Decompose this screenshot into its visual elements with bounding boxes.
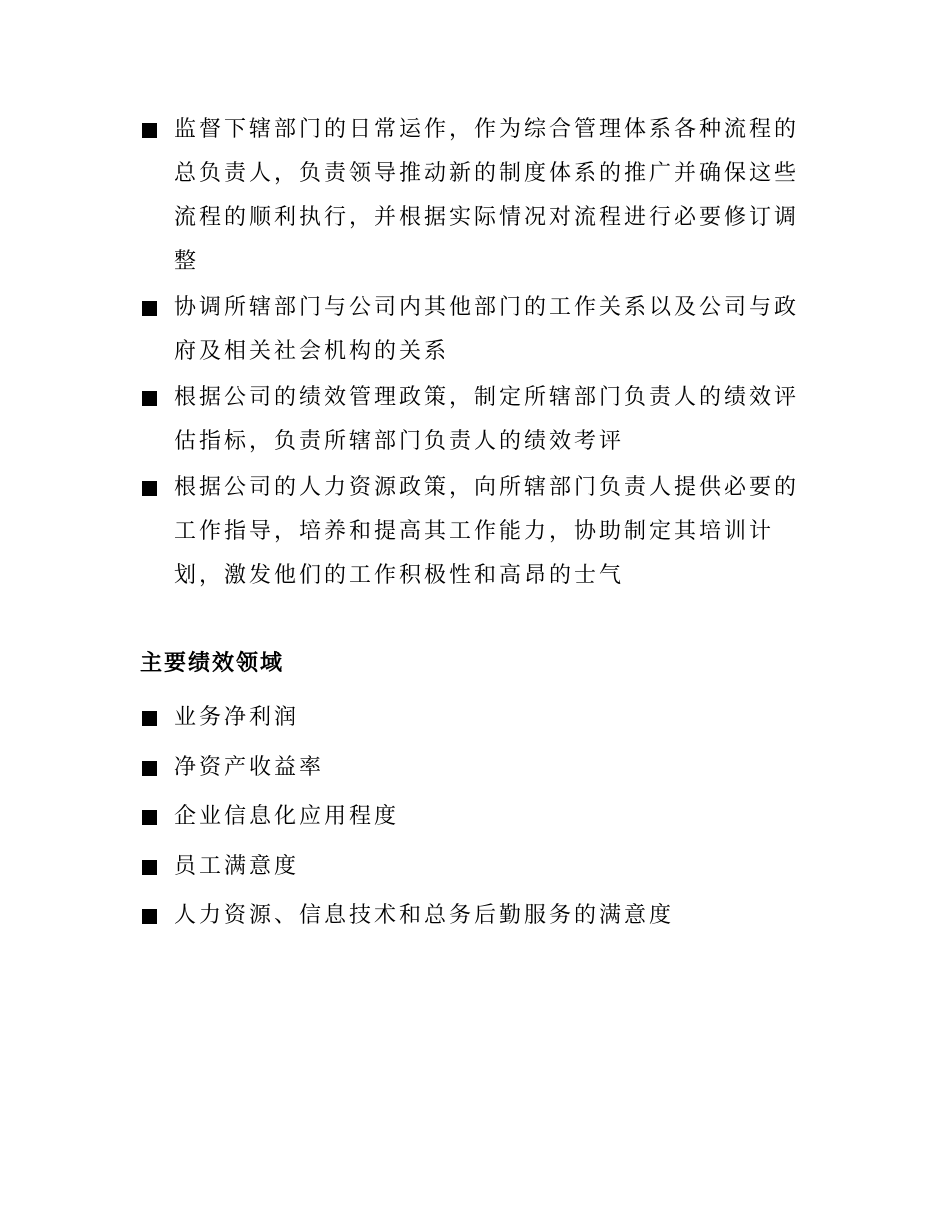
square-bullet-icon — [142, 301, 157, 316]
kpi-item — [140, 744, 820, 792]
kpi-text: 企业信息化应用程度 — [174, 804, 400, 829]
square-bullet-icon — [142, 909, 157, 924]
responsibility-item — [140, 376, 820, 464]
kpi-text: 净资产收益率 — [174, 754, 325, 780]
kpi-item — [140, 892, 820, 940]
responsibilities-list — [140, 108, 820, 600]
kpi-section-heading: 主要绩效领域 — [140, 650, 285, 676]
square-bullet-icon — [142, 860, 157, 875]
responsibility-text: 根据公司的人力资源政策，向所辖部门负责人提供必要的工作指导，培养和提高其工作能力，协助制定其培训计划，激发他们的工作积极性和高昂的士气 — [174, 475, 800, 588]
kpi-item — [140, 843, 820, 891]
responsibility-item — [140, 466, 820, 598]
square-bullet-icon — [142, 810, 157, 825]
responsibility-item — [140, 286, 820, 374]
square-bullet-icon — [142, 711, 157, 726]
kpi-item — [140, 694, 820, 742]
responsibility-item — [140, 108, 820, 284]
square-bullet-icon — [142, 391, 157, 406]
responsibility-text: 协调所辖部门与公司内其他部门的工作关系以及公司与政府及相关社会机构的关系 — [174, 295, 800, 364]
responsibility-text: 根据公司的绩效管理政策，制定所辖部门负责人的绩效评估指标，负责所辖部门负责人的绩效考评 — [174, 385, 800, 454]
kpi-text: 业务净利润 — [174, 705, 300, 730]
square-bullet-icon — [142, 761, 157, 776]
kpi-list — [140, 694, 820, 942]
square-bullet-icon — [142, 123, 157, 138]
square-bullet-icon — [142, 481, 157, 496]
kpi-text: 员工满意度 — [174, 853, 300, 879]
kpi-text: 人力资源、信息技术和总务后勤服务的满意度 — [174, 903, 675, 928]
kpi-item — [140, 793, 820, 841]
responsibility-text: 监督下辖部门的日常运作，作为综合管理体系各种流程的总负责人，负责领导推动新的制度体系的推广并确保这些流程的顺利执行，并根据实际情况对流程进行必要修订调整 — [174, 117, 800, 274]
